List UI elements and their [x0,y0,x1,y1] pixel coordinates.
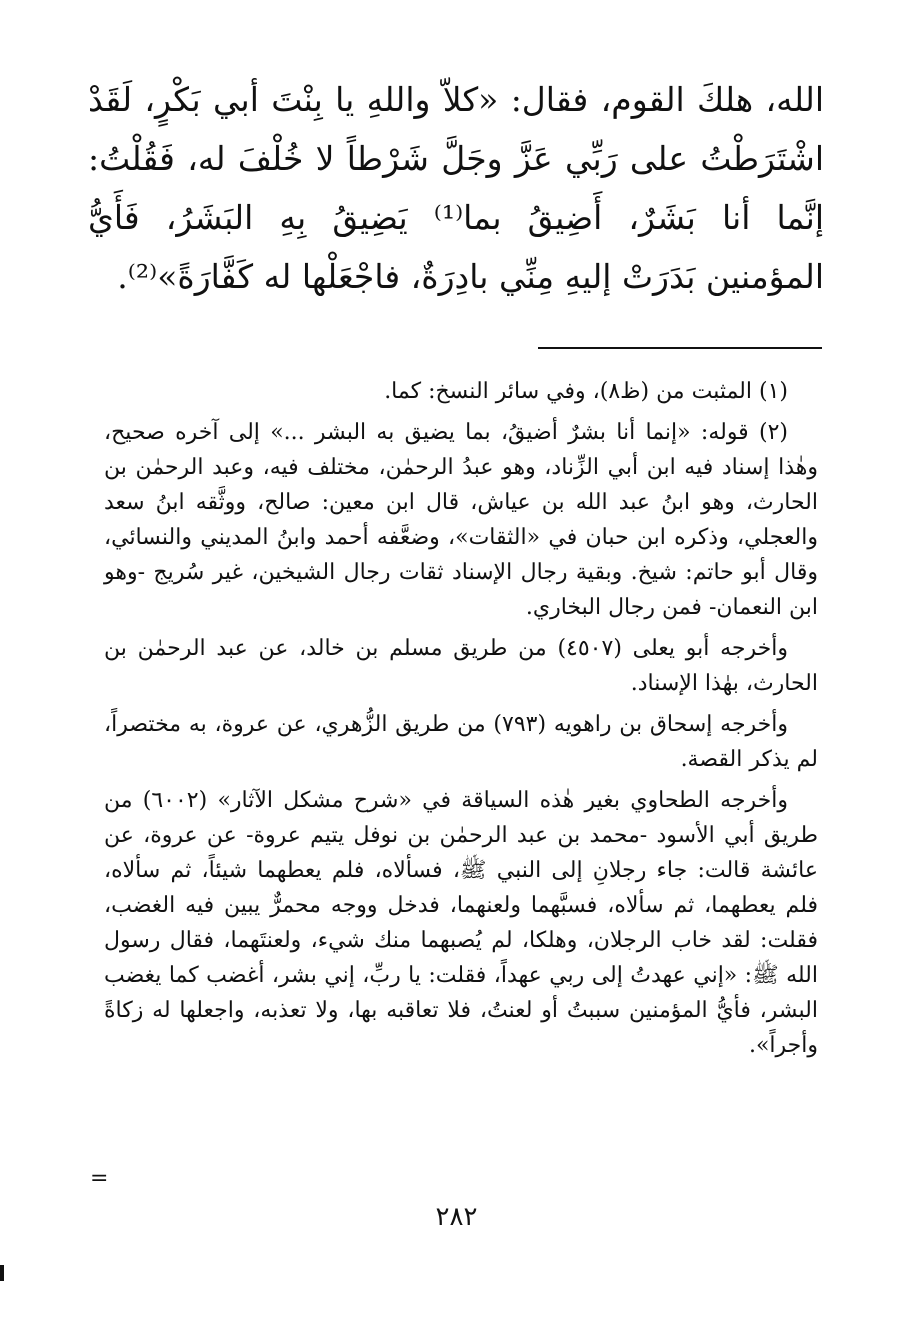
footnote-paragraph-tahawi: وأخرجه الطحاوي بغير هٰذه السياقة في «شرح مشكل الآثار» (٦٠٠٢) من طريق أبي الأسود -محمد بن عبد الرحمٰن بن نوفل يتيم عروة- عن عروة، عن عائشة قالت: جاء رجلانِ إلى النبي ﷺ، فسألاه، فلم يعطهما شيئاً، ثم سألاه، فلم يعطهما، ثم سألاه، فسبَّهما ولعنهما، فدخل ووجه محمرٌّ يبين فيه الغضب، فقلت: لقد خاب الرجلان، وهلكا، لم يُصبهما منك شيء، ولعنتَهما، فقال رسول الله ﷺ: «إني عهدتُ إلى ربي عهداً، فقلت: يا ربِّ، إني بشر، أغضب كما يغضب البشر، فأيُّ المؤمنين سببتُ أو لعنتُ، فلا تعاقبه بها، ولا تعذبه، واجعلها له زكاةً وأجراً». [104,788,818,1058]
continuation-mark: = [90,1166,109,1191]
footnote-2: (٢) قوله: «إنما أنا بشرٌ أضيقُ، بما يضيق به البشر ...» إلى آخره صحيح، وهٰذا إسناد فيه ابن أبي الزِّناد، وهو عبدُ الرحمٰن، مختلف فيه، وعبد الرحمٰن بن الحارث، وهو ابنُ عبد الله بن عياش، قال ابن معين: صالح، ووثَّقه ابنُ سعد والعجلي، وذكره ابن حبان في «الثقات»، وضعَّفه أحمد وابنُ المديني والنسائي، وقال أبو حاتم: شيخ. وبقية رجال الإسناد ثقات رجال الشيخين، غير سُريج -وهو ابن النعمان- فمن رجال البخاري. [104,420,818,620]
page-number: ٢٨٢ [435,1202,478,1232]
footnote-paragraph-abu-yala: وأخرجه أبو يعلى (٤٥٠٧) من طريق مسلم بن خالد، عن عبد الرحمٰن بن الحارث، بهٰذا الإسناد. [104,636,818,696]
footnote-paragraph-ishaq: وأخرجه إسحاق بن راهويه (٧٩٣) من طريق الزُّهري، عن عروة، به مختصراً، لم يذكر القصة. [104,712,818,772]
footnote-1: (١) المثبت من (ظ٨)، وفي سائر النسخ: كما. [384,379,788,404]
scan-edge-mark [0,1265,4,1281]
main-paragraph: الله، هلكَ القوم، فقال: «كلاّ واللهِ يا بِنْتَ أبي بَكْرٍ، لَقَدْ اشْتَرَطْتُ على رَبِّي عَزَّ وجَلَّ شَرْطاً لا خُلْفَ له، فَقُلْتُ: إنَّما أنا بَشَرٌ، أَضِيقُ بما⁽¹⁾ يَضِيقُ بِهِ البَشَرُ، فَأَيُّ المؤمنين بَدَرَتْ إليهِ مِنِّي بادِرَةٌ، فاجْعَلْها له كَفَّارَةً»⁽²⁾. [88,80,824,296]
main-text-block [88,70,824,306]
footnotes-block [104,374,818,1069]
footnote-separator [538,347,822,349]
